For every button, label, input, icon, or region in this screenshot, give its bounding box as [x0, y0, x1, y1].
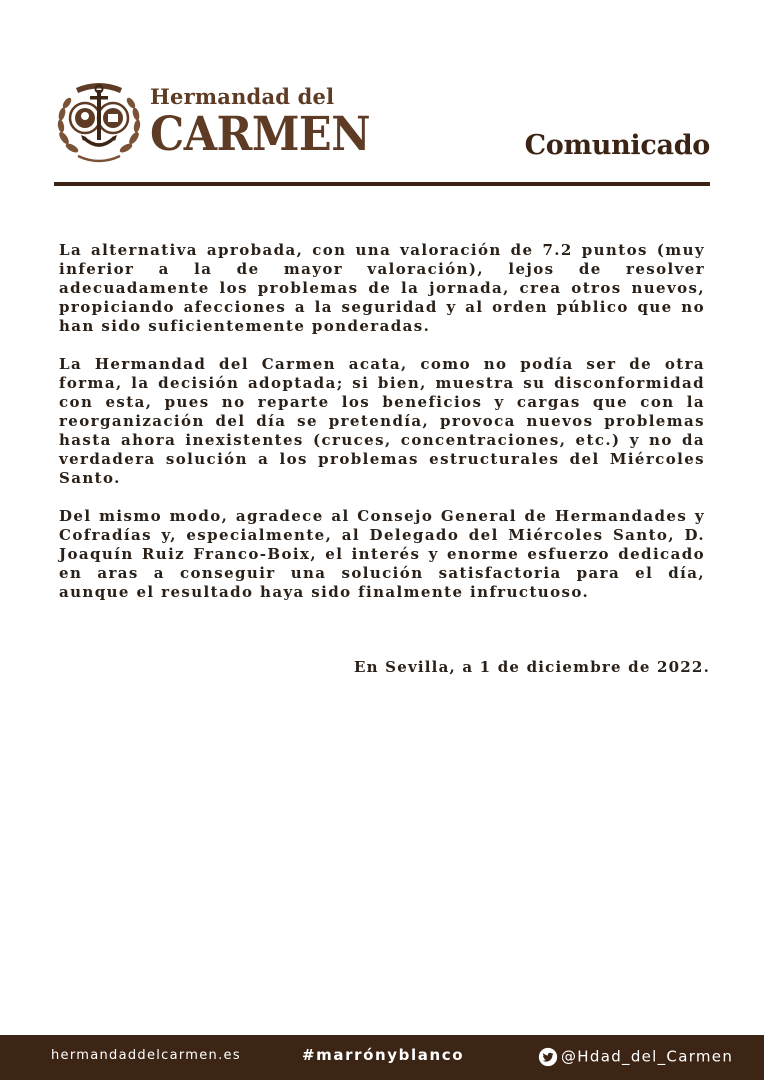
footer-bar: [0, 1035, 764, 1080]
footer-twitter[interactable]: [538, 1046, 733, 1068]
document-title: Comunicado: [524, 130, 710, 161]
letterhead: [54, 72, 710, 184]
header-divider: [54, 182, 710, 186]
logo-wordmark-line1: Hermandad del: [150, 84, 335, 109]
statement-body: [59, 241, 705, 621]
paragraph-1: La alternativa aprobada, con una valoración de 7.2 puntos (muy inferior a la de mayor valoración), lejos de resolver adecuadamente los problemas de la jornada, crea otros nuevos, propiciando afecciones a la seguridad y al orden público que no han sido suficientemente ponderadas.: [59, 241, 705, 335]
logo-wordmark: [150, 84, 370, 162]
brotherhood-crest-icon: [54, 76, 144, 168]
twitter-bird-icon: [538, 1047, 558, 1067]
paragraph-3: Del mismo modo, agradece al Consejo General de Hermandades y Cofradías y, especialmente, al Delegado del Miércoles Santo, D. Joaquín Ruiz Franco-Boix, el interés y enorme esfuerzo dedicado en aras a conseguir una solución satisfactoria para el día, aunque el resultado haya sido finalmente infructuoso.: [59, 507, 705, 601]
footer-website-link[interactable]: hermandaddelcarmen.es: [51, 1048, 241, 1063]
paragraph-2: La Hermandad del Carmen acata, como no podía ser de otra forma, la decisión adoptada; si bien, muestra su disconformidad con esta, pues no reparte los beneficios y cargas que con la reorganización del día se pretendía, provoca nuevos problemas hasta ahora inexistentes (cruces, concentraciones, etc.) y no da verdadera solución a los problemas estructurales del Miércoles Santo.: [59, 355, 705, 487]
place-and-date: En Sevilla, a 1 de diciembre de 2022.: [354, 658, 710, 676]
footer-hashtag: #marrónyblanco: [302, 1046, 465, 1064]
logo-wordmark-line2: CARMEN: [150, 107, 370, 162]
twitter-handle: @Hdad_del_Carmen: [561, 1047, 734, 1066]
